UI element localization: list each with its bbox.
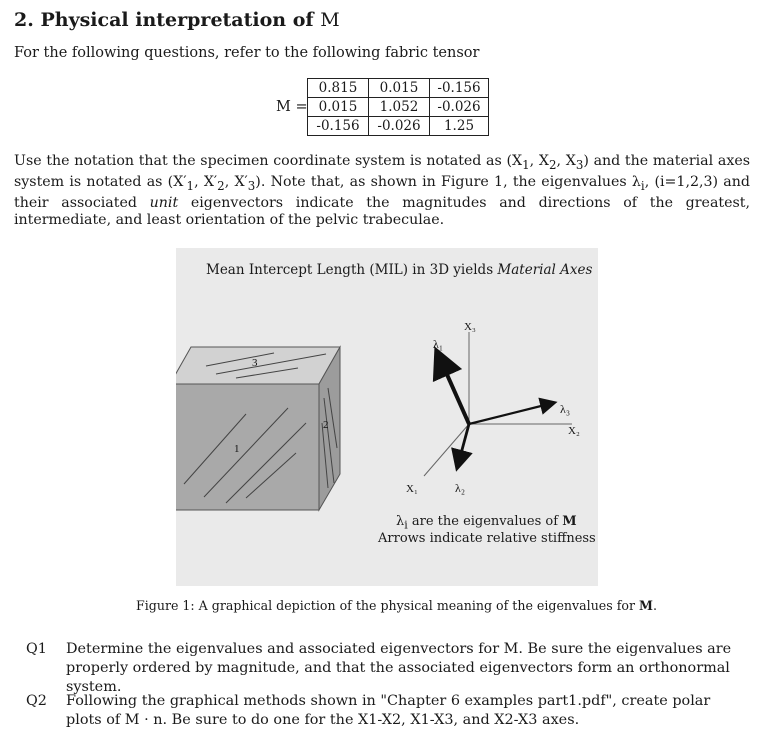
lambda1-label: λ₁: [433, 337, 444, 351]
question-text: Determine the eigenvalues and associated eigenvectors for M. Be sure the eigenvalues are properly ordered by magnitude, and that the associated eigenvectors form an orthonormal system.: [66, 641, 732, 695]
fabric-tensor-matrix: [307, 78, 489, 136]
lambda3-label: λ₃: [560, 402, 571, 416]
matrix-row: [308, 79, 489, 98]
section-number: 2.: [14, 9, 34, 31]
matrix-row: [308, 98, 489, 117]
matrix-cell: -0.156: [430, 79, 489, 98]
section-title: Physical interpretation of: [40, 9, 314, 31]
figure-caption: Figure 1: A graphical depiction of the physical meaning of the eigenvalues for M.: [136, 598, 657, 613]
question-label: Q1: [26, 641, 47, 657]
matrix-label: M =: [276, 99, 308, 115]
question-1: [26, 640, 750, 697]
face-label-side: 2: [323, 419, 329, 431]
question-2: [26, 692, 750, 730]
matrix-cell: -0.026: [369, 117, 430, 136]
lambda1-arrow: [441, 361, 469, 424]
figure-title: Mean Intercept Length (MIL) in 3D yields Material Axes: [206, 262, 593, 278]
section-symbol: M: [320, 9, 340, 31]
eigen-note-line2: Arrows indicate relative stiffness: [378, 531, 596, 546]
matrix-cell: 0.815: [308, 79, 369, 98]
lambda3-arrow: [469, 404, 549, 424]
face-label-front: 1: [234, 443, 240, 455]
matrix-cell: 0.015: [308, 98, 369, 117]
face-label-top: 3: [252, 357, 258, 369]
figure-panel: [176, 248, 598, 586]
matrix-cell: 0.015: [369, 79, 430, 98]
specimen-cube: [176, 347, 340, 510]
section-heading: [14, 9, 340, 31]
axis-label-x2: X₂: [568, 425, 580, 437]
notation-paragraph: Use the notation that the specimen coordinate system is notated as ($X_1$, $X_2$, $X_3$) and the material axes system is notated as ($X'_1$, $X'_2$, $X'_3$). Note that, as shown in Figure 1, the eigenvalues $\lambda_i$, (i=1,2,3) and their associated unit eigenvectors indicate the magnitudes and directions of the greatest, intermediate, and least orientation of the pelvic trabeculae.: [14, 153, 751, 228]
axis-label-x3: X₃: [464, 321, 476, 333]
matrix-cell: 1.25: [430, 117, 489, 136]
matrix-cell: -0.156: [308, 117, 369, 136]
question-label: Q2: [26, 693, 47, 709]
lambda2-label: λ₂: [455, 481, 466, 495]
matrix-cell: 1.052: [369, 98, 430, 117]
matrix-row: [308, 117, 489, 136]
eigen-note-line1: $\lambda_i$ are the eigenvalues of M: [396, 514, 577, 532]
matrix-cell: -0.026: [430, 98, 489, 117]
intro-text: For the following questions, refer to the following fabric tensor: [14, 45, 480, 61]
axis-label-x1: X₁: [406, 483, 418, 495]
coordinate-axes: [406, 321, 580, 495]
question-text: Following the graphical methods shown in "Chapter 6 examples part1.pdf", create polar plots of M · n. Be sure to do one for the X1-X2, X1-X3, and X2-X3 axes.: [66, 693, 711, 728]
